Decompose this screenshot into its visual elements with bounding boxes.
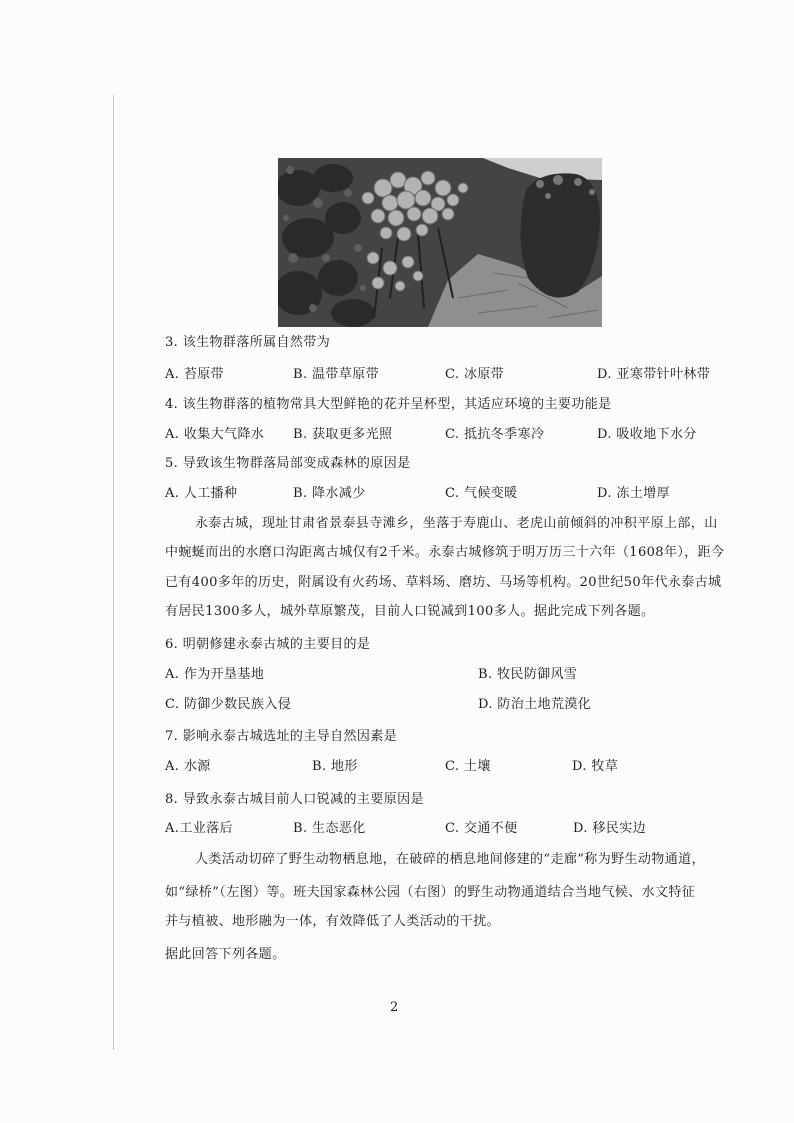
question-6-option-b: B. 牧民防御风雪 [478,667,578,682]
passage-2-line: 如“绿桥”（左图）等。班夫国家森林公园（右图）的野生动物通道结合当地气候、水文特征 [165,885,696,900]
question-7-stem: 7. 影响永泰古城选址的主导自然因素是 [165,729,398,744]
question-8-stem: 8. 导致永泰古城目前人口锐减的主要原因是 [165,792,424,807]
question-5-option-b: B. 降水减少 [293,486,366,501]
question-4-option-d: D. 吸收地下水分 [597,427,697,442]
passage-2-line: 人类活动切碎了野生动物栖息地，在破碎的栖息地间修建的“走廊”称为野生动物通道， [195,852,705,867]
question-5-option-a: A. 人工播种 [165,486,238,501]
passage-1-line: 中蜿蜒而出的水磨口沟距离古城仅有2千米。永泰古城修筑于明万历三十六年（1608年），距今 [165,545,725,560]
passage-2-instruction: 据此回答下列各题。 [165,947,286,962]
question-7-option-a: A. 水源 [165,759,211,774]
question-7-option-d: D. 牧草 [572,759,619,774]
question-3-option-b: B. 温带草原带 [293,367,380,382]
question-8-option-a: A.工业落后 [165,821,233,836]
question-8-option-c: C. 交通不便 [445,821,518,836]
question-4-option-a: A. 收集大气降水 [165,427,265,442]
passage-1-line: 已有400多年的历史，附属设有火药场、草料场、磨坊、马场等机构。20世纪50年代永泰古城 [165,575,722,590]
scan-edge-line [113,95,114,1050]
question-5-option-c: C. 气候变暖 [445,486,518,501]
question-6-option-c: C. 防御少数民族入侵 [165,697,292,712]
question-7-option-b: B. 地形 [312,759,358,774]
question-3-stem: 3. 该生物群落所属自然带为 [165,335,331,350]
question-5-option-d: D. 冻土增厚 [597,486,671,501]
question-4-option-b: B. 获取更多光照 [293,427,393,442]
question-3-option-d: D. 亚寒带针叶林带 [597,367,711,382]
plant-community-photo [278,158,602,327]
passage-1-line: 永泰古城，现址甘肃省景泰县寺滩乡，坐落于寿鹿山、老虎山前倾斜的冲积平原上部，山 [195,516,718,531]
question-6-option-d: D. 防治土地荒漠化 [478,697,592,712]
question-8-option-d: D. 移民实边 [573,821,647,836]
passage-1-line: 有居民1300多人，城外草原繁茂，目前人口锐减到100多人。据此完成下列各题。 [165,604,655,619]
question-6-option-a: A. 作为开垦基地 [165,667,265,682]
question-4-stem: 4. 该生物群落的植物常具大型鲜艳的花并呈杯型，其适应环境的主要功能是 [165,397,612,412]
passage-2-line: 并与植被、地形融为一体，有效降低了人类活动的干扰。 [165,914,501,929]
page-number: 2 [390,1000,399,1015]
question-5-stem: 5. 导致该生物群落局部变成森林的原因是 [165,456,411,471]
question-7-option-c: C. 土壤 [445,759,491,774]
question-3-option-a: A. 苔原带 [165,367,225,382]
question-4-option-c: C. 抵抗冬季寒冷 [445,427,545,442]
question-8-option-b: B. 生态恶化 [293,821,366,836]
question-6-stem: 6. 明朝修建永泰古城的主要目的是 [165,637,371,652]
question-3-option-c: C. 冰原带 [445,367,505,382]
